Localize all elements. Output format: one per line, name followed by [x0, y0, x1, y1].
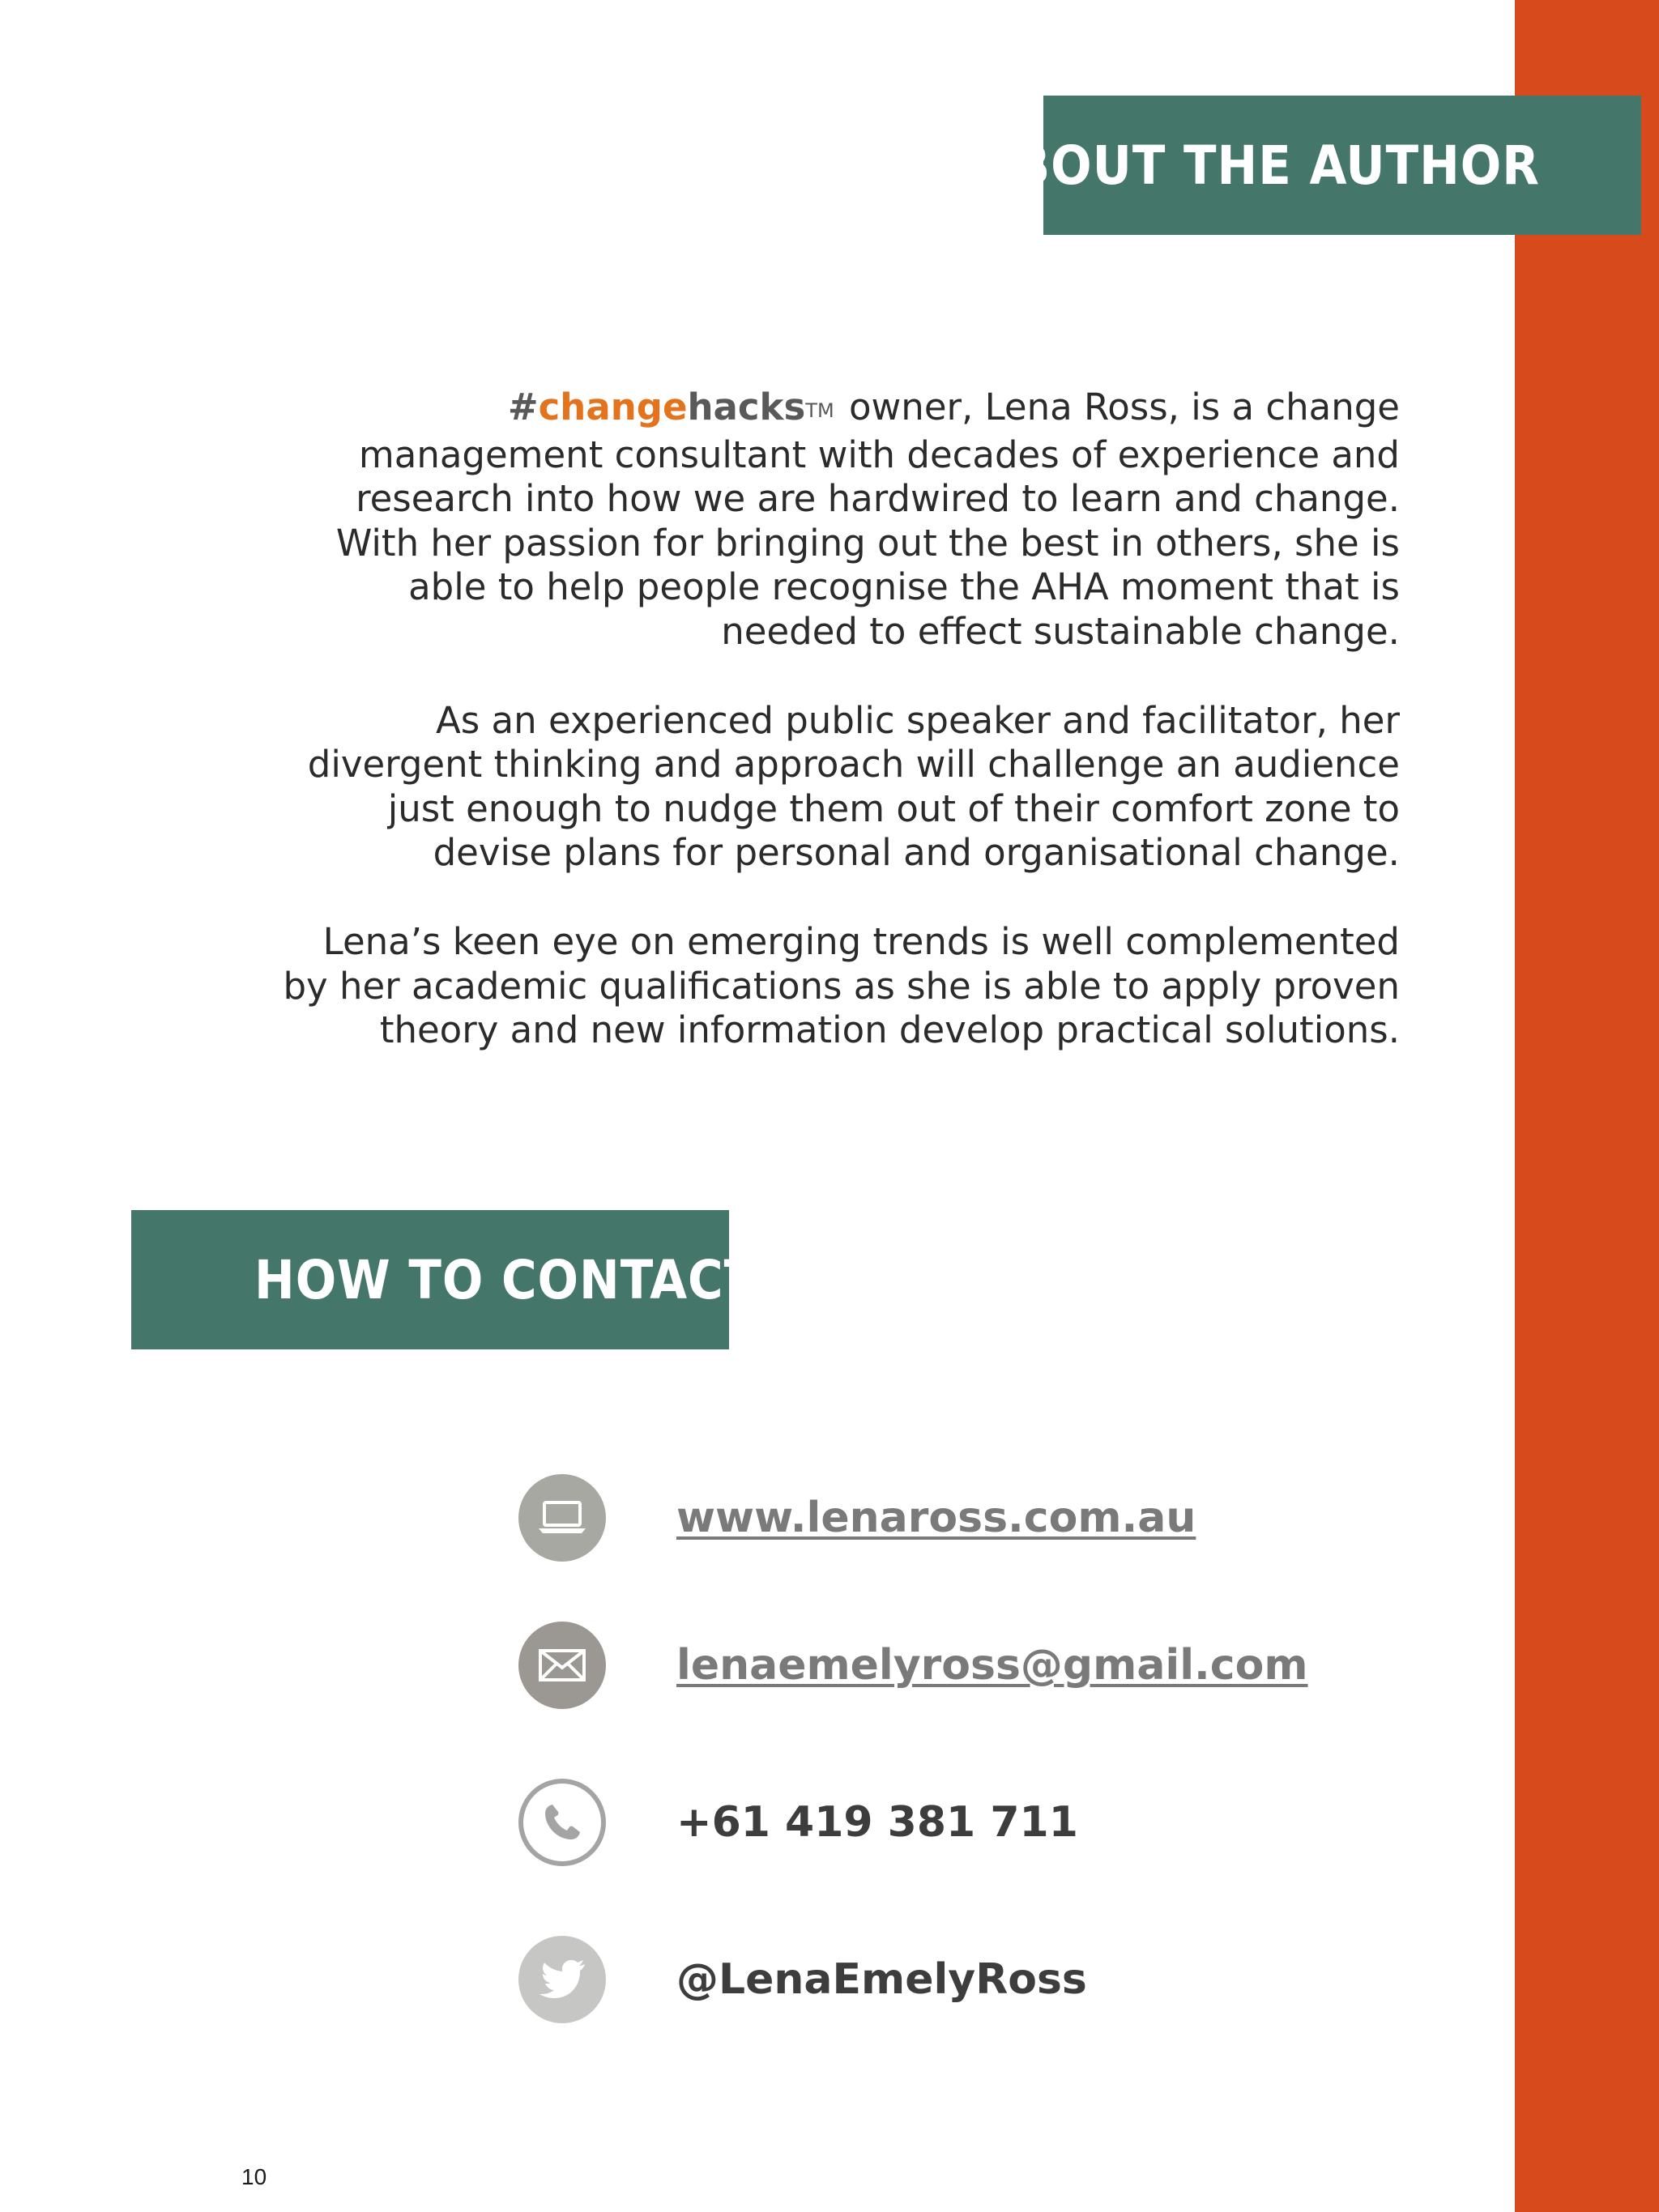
about-paragraph-2: As an experienced public speaker and facilitator, her divergent thinking and approach will challenge an audience just enough to nudge them out of their comfort zone to devise plans for personal and organisational change. — [307, 698, 1400, 875]
about-author-heading — [975, 96, 1641, 235]
contact-website-row — [518, 1474, 1196, 1562]
website-link[interactable]: www.lenaross.com.au — [676, 1494, 1196, 1542]
brand-change: change — [538, 386, 688, 428]
page-number: 10 — [241, 2164, 267, 2189]
twitter-handle: @LenaEmelyRoss — [676, 1955, 1087, 2004]
about-paragraph-1-text: owner, Lena Ross, is a change management consultant with decades of experience and research into how we are hardwired to learn and change. With her passion for bringing out the best in others, she is able to help people recognise the AHA moment that is needed to effect sustainable change. — [335, 386, 1400, 653]
about-paragraph-1 — [267, 386, 1400, 654]
email-link[interactable]: lenaemelyross@gmail.com — [676, 1641, 1308, 1690]
laptop-icon — [518, 1474, 606, 1562]
envelope-icon — [518, 1622, 606, 1709]
orange-side-bar — [1515, 0, 1659, 2212]
brand-hacks: hacks — [687, 386, 806, 428]
phone-icon — [518, 1779, 606, 1866]
contact-twitter-row — [518, 1936, 1087, 2023]
contact-email-row — [518, 1622, 1308, 1709]
how-to-contact-heading — [131, 1210, 758, 1349]
twitter-bird-icon — [518, 1936, 606, 2023]
brand-hash: # — [507, 386, 539, 428]
about-paragraph-3: Lena’s keen eye on emerging trends is well complemented by her academic qualifications as she is able to apply proven theory and new information develop practical solutions. — [283, 919, 1400, 1052]
how-to-contact-heading-text: HOW TO CONTACT — [254, 1248, 758, 1311]
about-author-body — [267, 386, 1400, 1097]
about-author-heading-text: ABOUT THE AUTHOR — [975, 134, 1540, 197]
phone-number: +61 419 381 711 — [676, 1798, 1078, 1847]
contact-phone-row — [518, 1779, 1078, 1866]
trademark-mark: TM — [805, 399, 834, 422]
